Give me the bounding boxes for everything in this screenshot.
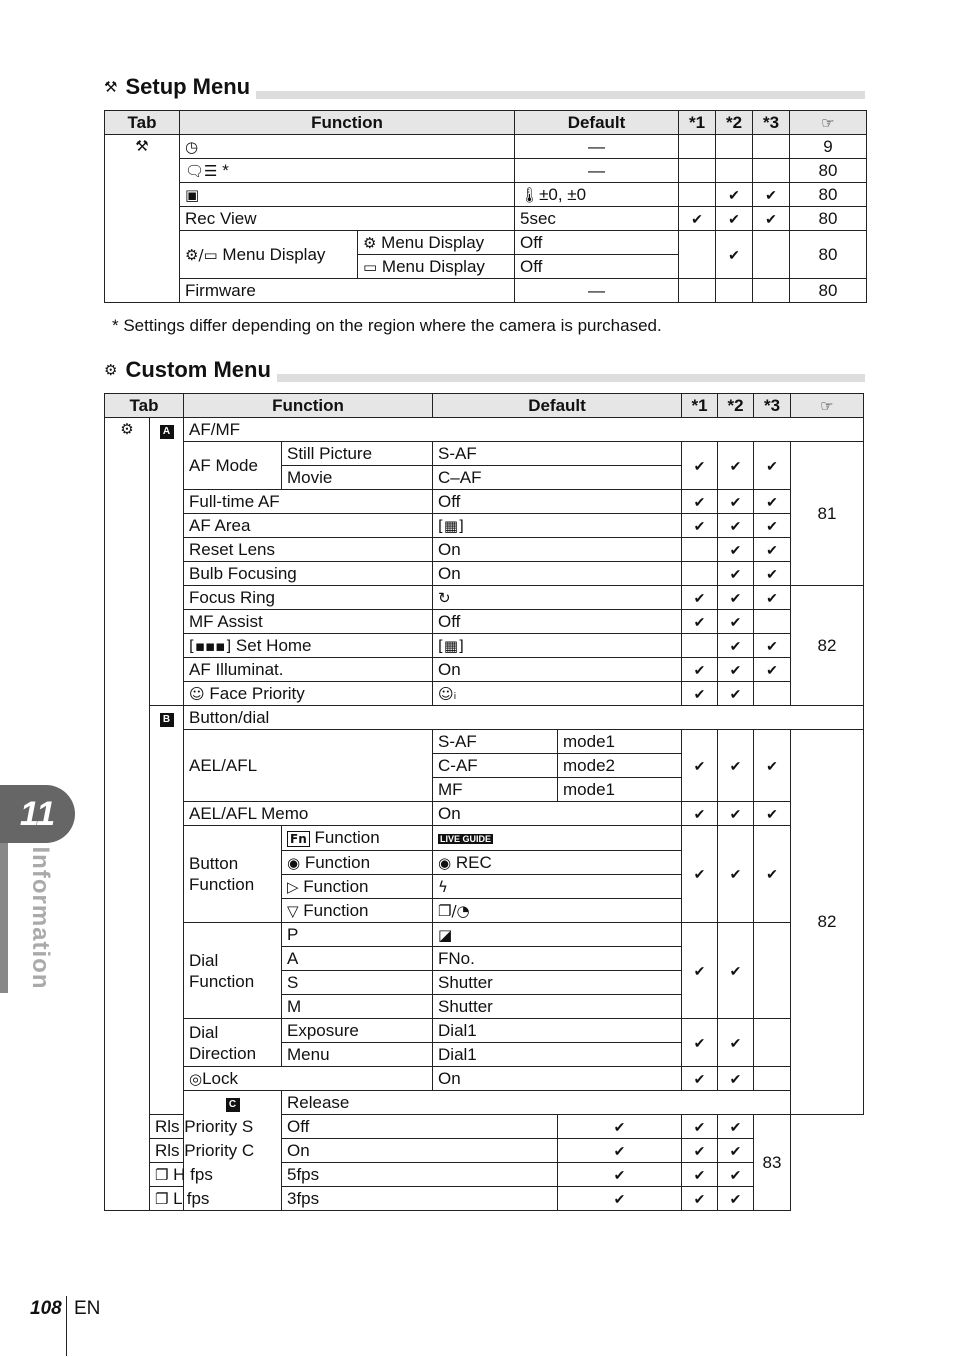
function-cell: ☺ Face Priority xyxy=(184,682,433,706)
table-row xyxy=(105,1139,864,1163)
language-icon: 🗨☰ * xyxy=(180,159,515,183)
default-cell: 3fps xyxy=(282,1187,558,1211)
default-cell: Shutter xyxy=(433,971,682,995)
chapter-side-bar xyxy=(0,843,8,993)
check-mark: ✔ xyxy=(753,183,790,207)
header-c1: *1 xyxy=(682,394,718,418)
check-mark: ✔ xyxy=(754,562,791,586)
language-code: EN xyxy=(74,1298,101,1319)
function-cell: ⚙/▭ Menu Display xyxy=(180,231,358,279)
page-ref: 82 xyxy=(791,730,864,1115)
table-row xyxy=(105,1115,864,1139)
group-label: AF/MF xyxy=(184,418,864,442)
table-row xyxy=(105,1187,864,1211)
custom-title-text: Custom Menu xyxy=(125,357,271,382)
table-row xyxy=(105,923,864,947)
check-mark: ✔ xyxy=(716,183,753,207)
check-mark: ✔ xyxy=(558,1115,682,1139)
function-cell: Firmware xyxy=(180,279,515,303)
check-mark: ✔ xyxy=(682,802,718,826)
header-default: Default xyxy=(515,111,679,135)
chapter-label: Information xyxy=(27,846,54,990)
header-c3: *3 xyxy=(753,111,790,135)
check-mark: ✔ xyxy=(754,826,791,923)
default-cell: mode2 xyxy=(558,754,682,778)
fn-button-icon: Fn xyxy=(287,831,310,847)
function-cell: Reset Lens xyxy=(184,538,433,562)
submenu-c-icon: C xyxy=(184,1091,282,1211)
sub-function-cell: ▭ Menu Display xyxy=(358,255,515,279)
header-c2: *2 xyxy=(718,394,754,418)
check-mark: ✔ xyxy=(682,1019,718,1067)
function-cell: Rec View xyxy=(180,207,515,231)
region-note: * Settings differ depending on the region where the camera is purchased. xyxy=(112,316,662,335)
check-mark: ✔ xyxy=(754,442,791,490)
function-cell: AF Mode xyxy=(184,442,282,490)
default-cell: Off xyxy=(433,610,682,634)
check-mark: ✔ xyxy=(682,586,718,610)
live-guide-icon: LIVE GUIDE xyxy=(433,826,682,851)
check-mark: ✔ xyxy=(682,514,718,538)
sub-function-cell: ◉ Function xyxy=(282,851,433,875)
table-row xyxy=(105,634,864,658)
sub-function-cell: Fn Function xyxy=(282,826,433,851)
table-row xyxy=(105,490,864,514)
function-cell: AF Illuminat. xyxy=(184,658,433,682)
check-mark: ✔ xyxy=(754,730,791,802)
function-cell: AF Area xyxy=(184,514,433,538)
sub-default-cell: S-AF xyxy=(433,730,558,754)
default-cell: mode1 xyxy=(558,778,682,802)
group-label: Button/dial xyxy=(184,706,864,730)
function-cell: ❐ H fps xyxy=(150,1163,282,1187)
function-cell: Full-time AF xyxy=(184,490,433,514)
default-cell: Off xyxy=(515,231,679,255)
sub-function-cell: M xyxy=(282,995,433,1019)
table-row xyxy=(105,682,864,706)
check-mark: ✔ xyxy=(679,207,716,231)
check-mark: ✔ xyxy=(682,923,718,1019)
dial-lock-icon: ◎ xyxy=(189,1069,203,1088)
check-mark: ✔ xyxy=(718,826,754,923)
sub-function-cell: Still Picture xyxy=(282,442,433,466)
function-cell: Bulb Focusing xyxy=(184,562,433,586)
group-b-row xyxy=(105,706,864,730)
exposure-comp-icon: ◪ xyxy=(433,923,682,947)
function-cell: Button Function xyxy=(184,826,282,923)
check-mark: ✔ xyxy=(754,658,791,682)
default-cell: 🌡±0, ±0 xyxy=(515,183,679,207)
default-cell: FNo. xyxy=(433,947,682,971)
check-mark: ✔ xyxy=(682,610,718,634)
table-row xyxy=(105,279,867,303)
check-mark: ✔ xyxy=(716,207,753,231)
sub-function-cell: P xyxy=(282,923,433,947)
wrench-icon: ⚒ xyxy=(105,135,180,303)
page-ref-icon: ☞ xyxy=(791,394,864,418)
display-icon: ▭ xyxy=(363,257,378,276)
check-mark: ✔ xyxy=(754,490,791,514)
sequential-icon: ❐ xyxy=(155,1189,169,1208)
function-cell: [▪▪▪] Set Home xyxy=(184,634,433,658)
page-ref: 83 xyxy=(754,1115,791,1211)
check-mark: ✔ xyxy=(718,923,754,1019)
check-mark: ✔ xyxy=(718,610,754,634)
function-cell: Dial Direction xyxy=(184,1019,282,1067)
table-row xyxy=(105,1019,864,1043)
sub-function-cell: ⚙ Menu Display xyxy=(358,231,515,255)
sub-function-cell: ▷ Function xyxy=(282,875,433,899)
gears-icon: ⚙ xyxy=(105,418,150,1211)
check-mark: ✔ xyxy=(754,538,791,562)
check-mark: ✔ xyxy=(718,658,754,682)
default-cell: Off xyxy=(515,255,679,279)
check-mark: ✔ xyxy=(682,730,718,802)
chapter-tab: 11 xyxy=(0,785,75,843)
flash-icon: ϟ xyxy=(433,875,682,899)
submenu-a-icon: A xyxy=(150,418,184,706)
default-cell: On xyxy=(433,538,682,562)
check-mark: ✔ xyxy=(718,1019,754,1067)
table-row xyxy=(105,586,864,610)
check-mark: ✔ xyxy=(682,442,718,490)
check-mark: ✔ xyxy=(718,1067,754,1091)
function-cell: AEL/AFL xyxy=(184,730,433,802)
check-mark: ✔ xyxy=(754,586,791,610)
page-number: 108 xyxy=(30,1298,62,1319)
default-cell: Off xyxy=(282,1115,558,1139)
table-row xyxy=(105,826,864,851)
default-cell: — xyxy=(515,159,679,183)
check-mark: ✔ xyxy=(718,442,754,490)
footer-divider xyxy=(66,1296,67,1356)
header-function: Function xyxy=(184,394,433,418)
down-arrow-icon: ▽ xyxy=(287,901,299,920)
header-function: Function xyxy=(180,111,515,135)
default-cell: On xyxy=(433,802,682,826)
check-mark: ✔ xyxy=(754,802,791,826)
table-row xyxy=(105,730,864,754)
sub-function-cell: Movie xyxy=(282,466,433,490)
page-ref: 80 xyxy=(790,183,867,207)
table-row xyxy=(105,1067,864,1091)
sequential-icon: ❐ xyxy=(155,1165,169,1184)
check-mark: ✔ xyxy=(718,634,754,658)
check-mark: ✔ xyxy=(682,826,718,923)
check-mark: ✔ xyxy=(718,1139,754,1163)
record-icon: ◉ xyxy=(438,853,452,872)
check-mark: ✔ xyxy=(682,1163,718,1187)
check-mark: ✔ xyxy=(682,490,718,514)
check-mark: ✔ xyxy=(682,1139,718,1163)
submenu-b-icon: B xyxy=(150,706,184,1115)
header-tab: Tab xyxy=(105,111,180,135)
face-icon: ☺ xyxy=(189,684,205,703)
default-cell: S-AF xyxy=(433,442,682,466)
page-ref: 82 xyxy=(791,586,864,706)
gears-icon: ⚙ xyxy=(363,233,377,252)
custom-table xyxy=(104,393,864,1211)
check-mark: ✔ xyxy=(718,802,754,826)
check-mark: ✔ xyxy=(558,1163,682,1187)
function-cell: Focus Ring xyxy=(184,586,433,610)
check-mark: ✔ xyxy=(718,562,754,586)
function-cell: Rls Priority S xyxy=(150,1115,282,1139)
sub-function-cell: Menu xyxy=(282,1043,433,1067)
check-mark: ✔ xyxy=(558,1187,682,1211)
default-cell: 5sec xyxy=(515,207,679,231)
rotate-icon: ↻ xyxy=(433,586,682,610)
af-area-icon: [▦] xyxy=(433,634,682,658)
setup-title-text: Setup Menu xyxy=(125,74,251,99)
default-cell: On xyxy=(433,658,682,682)
sub-default-cell: C-AF xyxy=(433,754,558,778)
table-row xyxy=(105,538,864,562)
function-cell: ◎Lock xyxy=(184,1067,433,1091)
check-mark: ✔ xyxy=(682,682,718,706)
table-row xyxy=(105,207,867,231)
gears-icon: ⚙/▭ xyxy=(185,245,218,264)
sub-function-cell: A xyxy=(282,947,433,971)
sub-function-cell: ▽ Function xyxy=(282,899,433,923)
right-arrow-icon: ▷ xyxy=(287,877,299,896)
header-tab: Tab xyxy=(105,394,184,418)
check-mark: ✔ xyxy=(718,1163,754,1187)
check-mark: ✔ xyxy=(718,538,754,562)
page-ref-icon: ☞ xyxy=(790,111,867,135)
page-ref: 81 xyxy=(791,442,864,586)
gears-icon: ⚙ xyxy=(104,361,118,379)
page-ref: 80 xyxy=(790,159,867,183)
page-ref: 80 xyxy=(790,207,867,231)
setup-menu-title xyxy=(104,74,256,100)
function-cell: ❐ L fps xyxy=(150,1187,282,1211)
default-cell: Shutter xyxy=(433,995,682,1019)
table-row xyxy=(105,159,867,183)
setup-header-row xyxy=(105,111,867,135)
thermometer-icon: 🌡 xyxy=(520,185,540,204)
clock-icon: ◷ xyxy=(180,135,515,159)
check-mark: ✔ xyxy=(754,514,791,538)
group-c-row xyxy=(105,1091,864,1115)
page-ref: 80 xyxy=(790,279,867,303)
check-mark: ✔ xyxy=(718,730,754,802)
default-cell: Dial1 xyxy=(433,1043,682,1067)
default-cell: C–AF xyxy=(433,466,682,490)
check-mark: ✔ xyxy=(718,514,754,538)
default-cell: On xyxy=(433,1067,682,1091)
table-row xyxy=(105,1163,864,1187)
custom-header-row xyxy=(105,394,864,418)
custom-menu-title xyxy=(104,357,277,383)
check-mark: ✔ xyxy=(558,1139,682,1163)
header-default: Default xyxy=(433,394,682,418)
group-label: Release xyxy=(282,1091,864,1115)
af-area-icon: [▦] xyxy=(433,514,682,538)
record-icon: ◉ xyxy=(287,853,301,872)
default-cell: On xyxy=(282,1139,558,1163)
table-row xyxy=(105,231,867,255)
header-c3: *3 xyxy=(754,394,791,418)
page-ref: 9 xyxy=(790,135,867,159)
default-cell: 5fps xyxy=(282,1163,558,1187)
check-mark: ✔ xyxy=(718,1115,754,1139)
header-c1: *1 xyxy=(679,111,716,135)
check-mark: ✔ xyxy=(682,1067,718,1091)
page-ref: 80 xyxy=(790,231,867,279)
drive-timer-icon: ❐/◔ xyxy=(433,899,682,923)
table-row xyxy=(105,442,864,466)
monitor-icon: ▣ xyxy=(180,183,515,207)
af-target-icon: [▪▪▪] xyxy=(189,636,232,655)
group-a-row xyxy=(105,418,864,442)
default-cell: mode1 xyxy=(558,730,682,754)
table-row xyxy=(105,135,867,159)
check-mark: ✔ xyxy=(718,490,754,514)
check-mark: ✔ xyxy=(716,231,753,279)
default-cell: On xyxy=(433,562,682,586)
sub-default-cell: MF xyxy=(433,778,558,802)
setup-table xyxy=(104,110,867,303)
check-mark: ✔ xyxy=(718,586,754,610)
check-mark: ✔ xyxy=(682,1115,718,1139)
table-row xyxy=(105,802,864,826)
default-cell: Dial1 xyxy=(433,1019,682,1043)
check-mark: ✔ xyxy=(682,658,718,682)
default-cell: Off xyxy=(433,490,682,514)
default-cell: ◉ REC xyxy=(433,851,682,875)
check-mark: ✔ xyxy=(682,1187,718,1211)
function-cell: AEL/AFL Memo xyxy=(184,802,433,826)
table-row xyxy=(105,183,867,207)
function-cell: Rls Priority C xyxy=(150,1139,282,1163)
wrench-icon: ⚒ xyxy=(104,78,118,96)
face-eye-icon: ☺ᵢ xyxy=(433,682,682,706)
table-row xyxy=(105,562,864,586)
sub-function-cell: Exposure xyxy=(282,1019,433,1043)
default-cell: — xyxy=(515,279,679,303)
check-mark: ✔ xyxy=(754,634,791,658)
check-mark: ✔ xyxy=(753,207,790,231)
table-row xyxy=(105,610,864,634)
check-mark: ✔ xyxy=(718,682,754,706)
function-cell: MF Assist xyxy=(184,610,433,634)
check-mark: ✔ xyxy=(718,1187,754,1211)
function-cell: Dial Function xyxy=(184,923,282,1019)
table-row xyxy=(105,514,864,538)
sub-function-cell: S xyxy=(282,971,433,995)
default-cell: — xyxy=(515,135,679,159)
header-c2: *2 xyxy=(716,111,753,135)
table-row xyxy=(105,658,864,682)
